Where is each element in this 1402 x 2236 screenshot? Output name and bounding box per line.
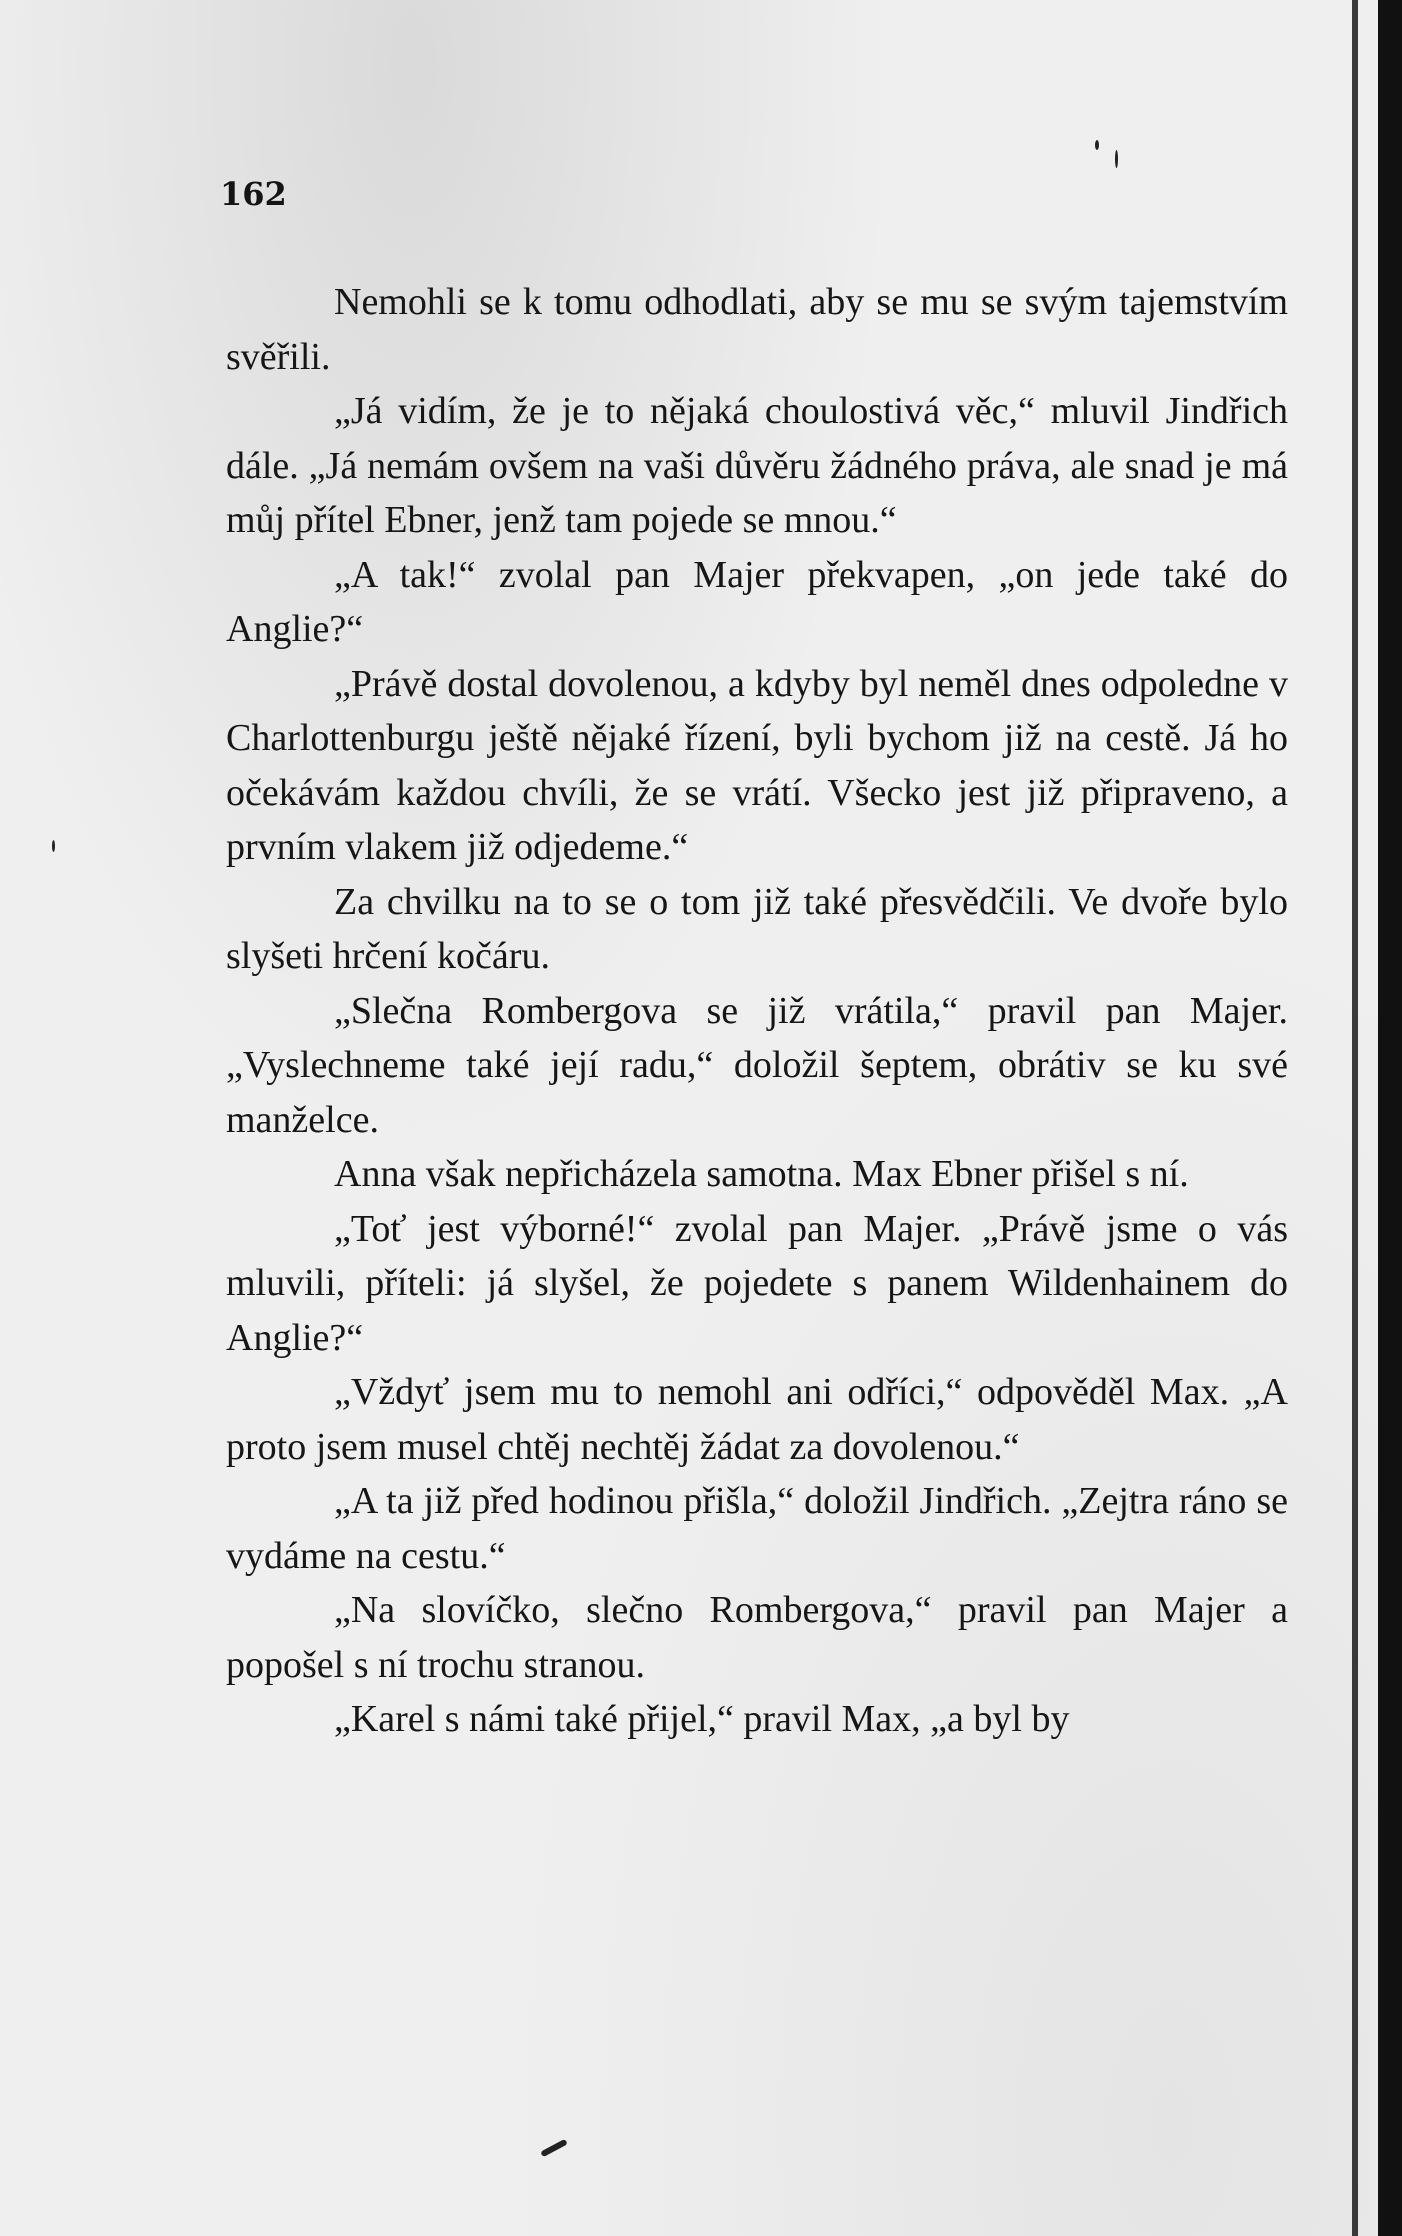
- paragraph: „A tak!“ zvolal pan Majer překvapen, „on jede také do Anglie?“: [226, 553, 1288, 650]
- paragraph: „Karel s námi také přijel,“ pravil Max, „a byl by: [334, 1698, 1070, 1740]
- paragraph: „Toť jest výborné!“ zvolal pan Majer. „Právě jsme o vás mluvili, příteli: já slyšel, že pojedete s panem Wildenhainem do Anglie?“: [226, 1207, 1288, 1359]
- ink-speck: [1095, 140, 1099, 150]
- paragraph: „Na slovíčko, slečno Rombergova,“ pravil pan Majer a popošel s ní trochu stranou.: [226, 1589, 1288, 1686]
- paragraph: „Já vidím, že je to nějaká choulostivá věc,“ mluvil Jindřich dále. „Já nemám ovšem na vaši důvěru žádného práva, ale snad je má můj přítel Ebner, jenž tam pojede se mnou.“: [226, 390, 1288, 541]
- ink-speck: [540, 2139, 568, 2157]
- paragraph: „Slečna Rombergova se již vrátila,“ pravil pan Majer. „Vyslechneme také její radu,“ doložil šeptem, obrátiv se ku své manželce.: [226, 989, 1288, 1141]
- paragraph: Za chvilku na to se o tom již také přesvědčili. Ve dvoře bylo slyšeti hrčení kočáru.: [226, 880, 1288, 977]
- ink-speck: [52, 840, 55, 852]
- paragraph: „Právě dostal dovolenou, a kdyby byl neměl dnes odpoledne v Charlottenburgu ještě nějaké řízení, byli bychom již na cestě. Já ho očekávám každou chvíli, že se vrátí. Všecko jest již připraveno, a prvním vlakem již odjedeme.“: [226, 662, 1288, 868]
- paragraph: Nemohli se k tomu odhodlati, aby se mu se svým tajemstvím svěřili.: [226, 281, 1288, 378]
- ink-speck: [1115, 150, 1118, 168]
- page-edge-shadow: [1352, 0, 1358, 2236]
- body-text: [226, 275, 1288, 1747]
- paragraph: Anna však nepřicházela samotna. Max Ebner přišel s ní.: [334, 1153, 1189, 1195]
- paragraph: „Vždyť jsem mu to nemohl ani odříci,“ odpověděl Max. „A proto jsem musel chtěj nechtěj žádat za dovolenou.“: [226, 1371, 1288, 1468]
- page-number: 162: [220, 175, 287, 213]
- paragraph: „A ta již před hodinou přišla,“ doložil Jindřich. „Zejtra ráno se vydáme na cestu.“: [226, 1480, 1288, 1577]
- scan-border: [1378, 0, 1402, 2236]
